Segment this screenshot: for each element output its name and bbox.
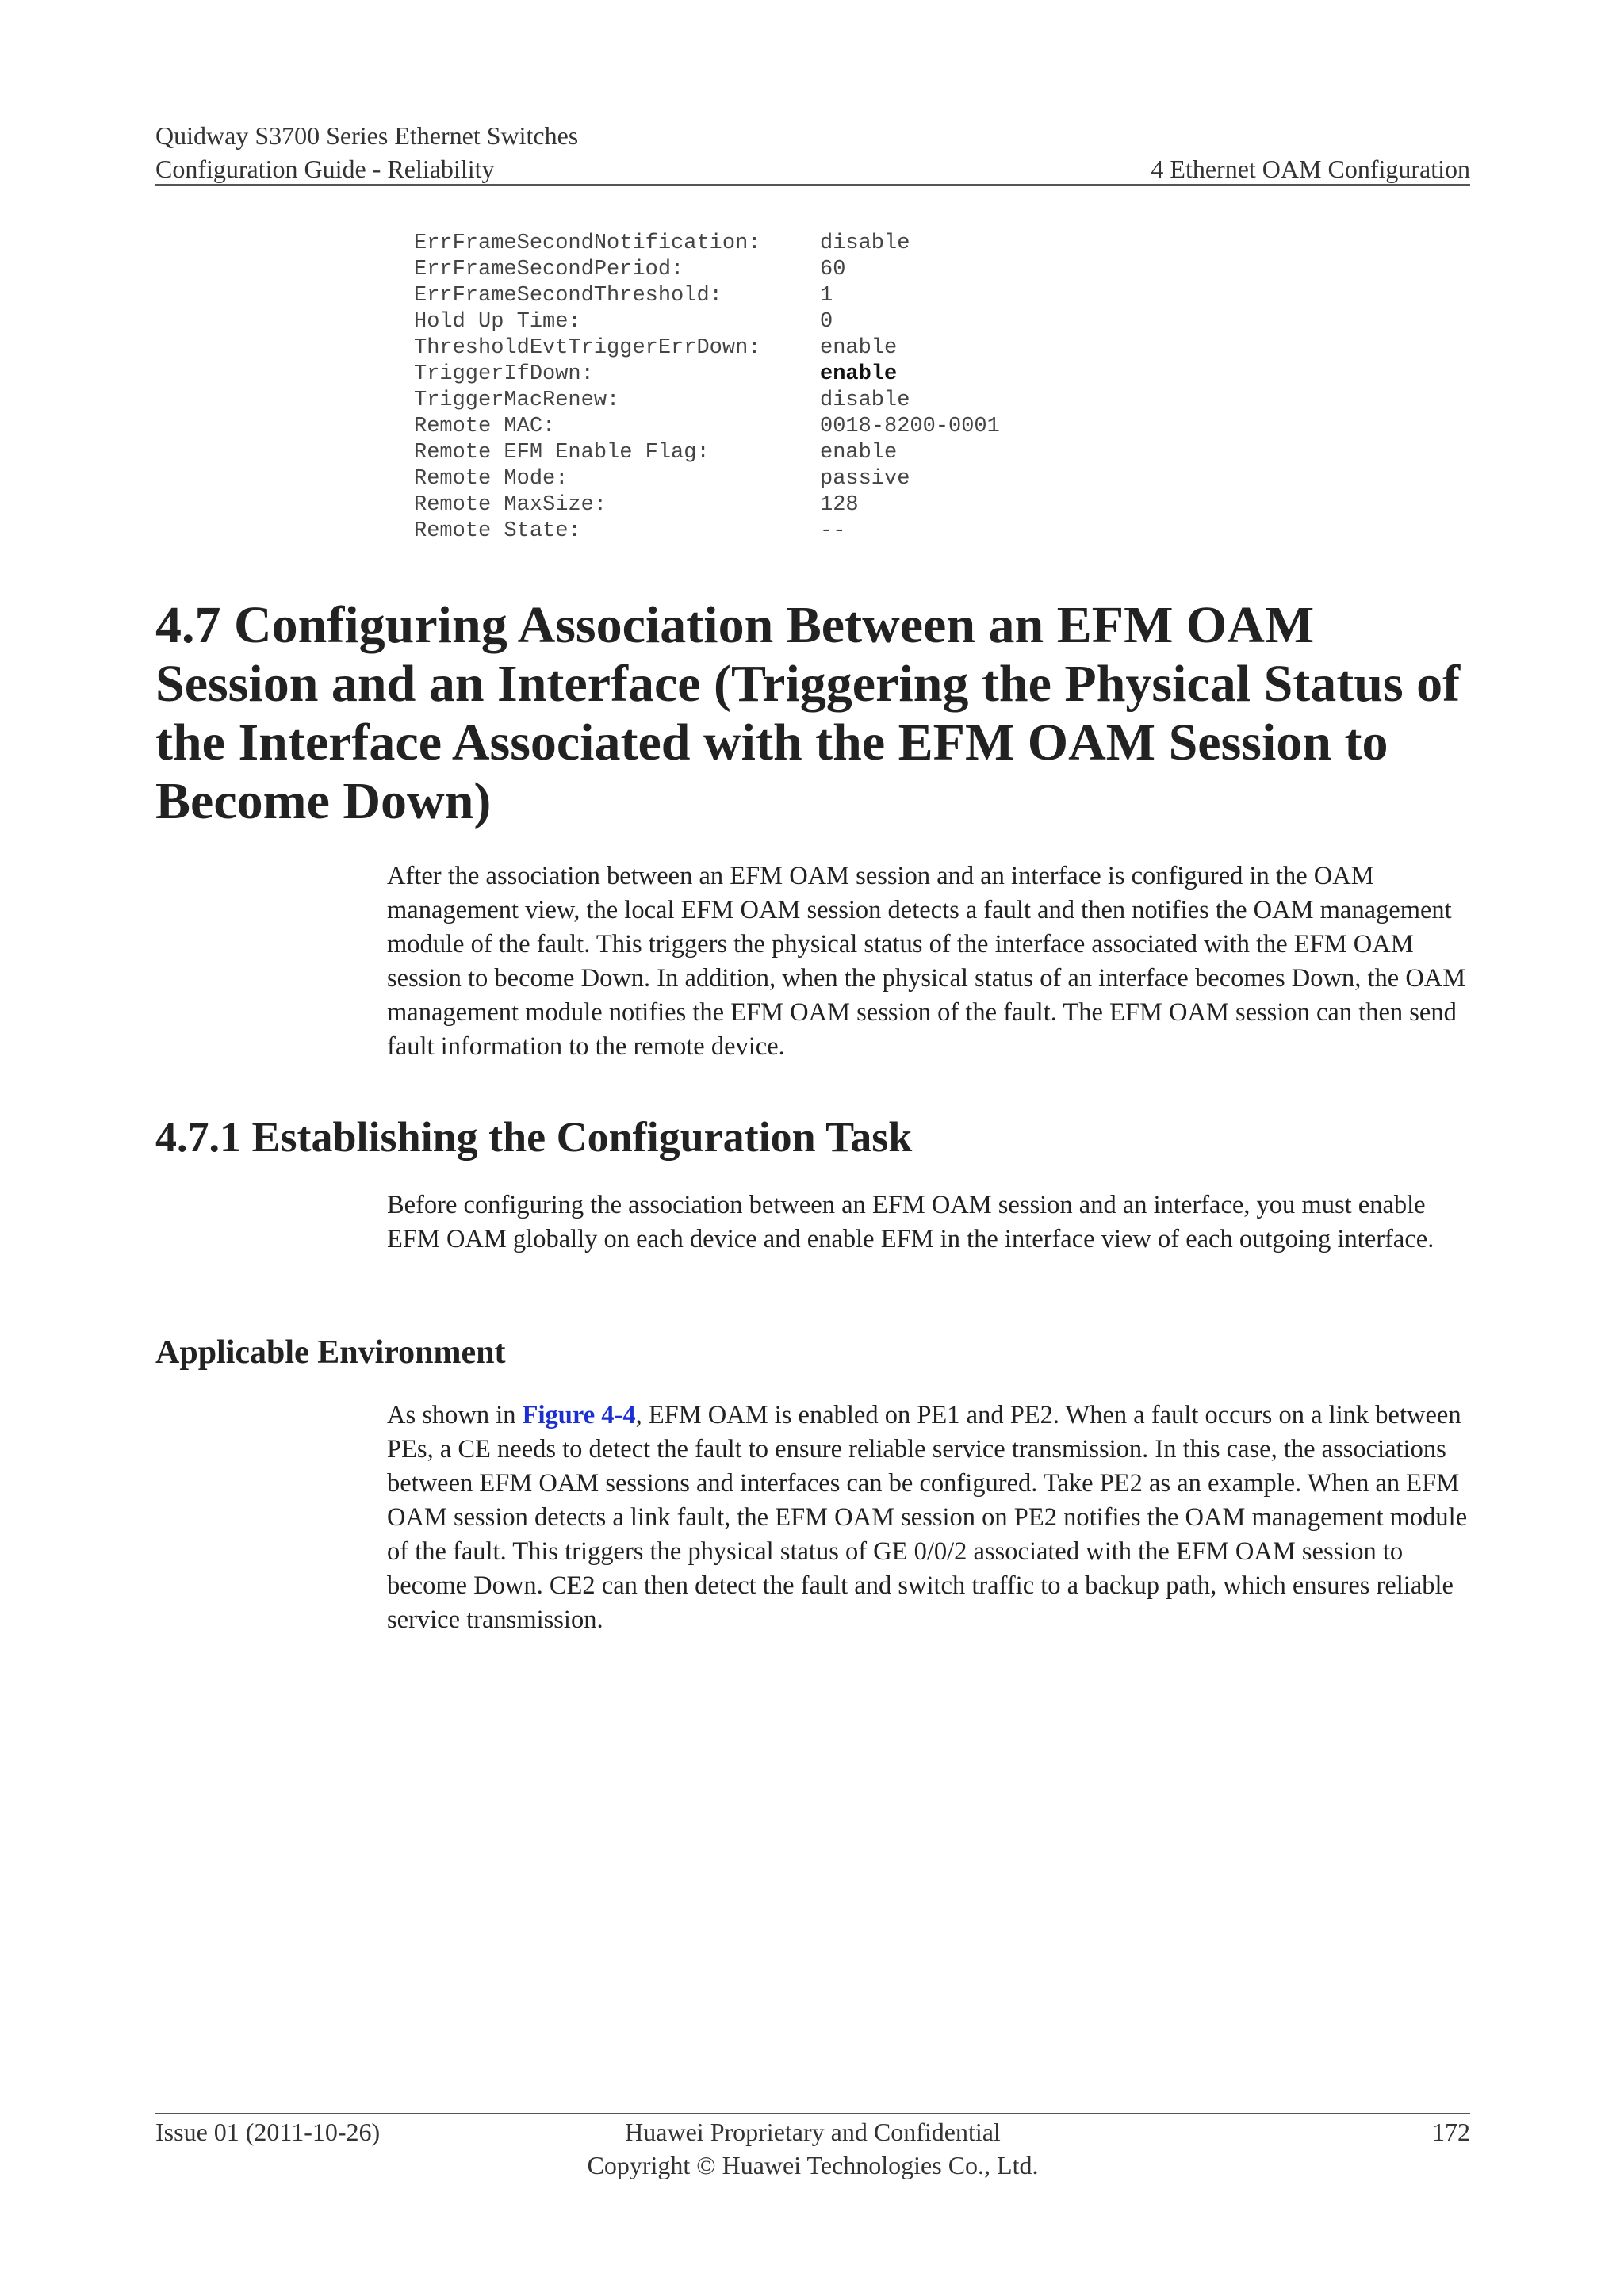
code-value: 1	[820, 284, 833, 308]
code-value: enable	[820, 336, 898, 360]
code-value: disable	[820, 232, 910, 255]
code-key: ErrFrameSecondNotification:	[414, 232, 761, 255]
footer-confidential: Huawei Proprietary and Confidential	[625, 2118, 1001, 2146]
code-line	[414, 519, 1000, 545]
code-value: enable	[820, 362, 898, 386]
footer-copyright: Copyright © Huawei Technologies Co., Ltd.	[587, 2151, 1039, 2179]
section-heading-4-7-1: 4.7.1 Establishing the Configuration Task	[155, 1113, 913, 1161]
footer-center	[155, 2115, 1470, 2182]
code-key: ThresholdEvtTriggerErrDown:	[414, 336, 761, 360]
code-line	[414, 283, 1000, 309]
code-line	[414, 362, 1000, 388]
code-value: 128	[820, 493, 859, 517]
figure-4-4-link[interactable]: Figure 4-4	[522, 1401, 636, 1429]
section-4-7-1-paragraph: Before configuring the association between an EFM OAM session and an interface, you must enable EFM OAM globally on each device and enable EFM in the interface view of each outgoing interface.	[387, 1191, 1434, 1253]
code-key: Remote State:	[414, 519, 581, 543]
command-output-block	[414, 231, 1000, 545]
code-key: TriggerMacRenew:	[414, 388, 620, 412]
header-guide: Configuration Guide - Reliability	[155, 155, 495, 183]
code-key: ErrFrameSecondPeriod:	[414, 258, 684, 281]
footer-page-number: 172	[1432, 2118, 1470, 2146]
code-value: disable	[820, 388, 910, 412]
code-line	[414, 257, 1000, 283]
code-line	[414, 492, 1000, 519]
code-value: --	[820, 519, 846, 543]
code-key: Hold Up Time:	[414, 310, 581, 334]
header-divider	[155, 184, 1470, 186]
code-line	[414, 335, 1000, 362]
code-value: 0018-8200-0001	[820, 415, 1000, 438]
footer-divider	[155, 2113, 1470, 2114]
code-key: TriggerIfDown:	[414, 362, 594, 386]
code-line	[414, 440, 1000, 466]
code-value: enable	[820, 441, 898, 465]
code-key: Remote EFM Enable Flag:	[414, 441, 710, 465]
code-key: Remote MaxSize:	[414, 493, 607, 517]
section-heading-4-7: 4.7 Configuring Association Between an EFM OAM Session and an Interface (Triggering the Physical Status of the Interface Associated with the EFM OAM Session to Become Down)	[155, 596, 1461, 830]
header-chapter: 4 Ethernet OAM Configuration	[1151, 155, 1470, 183]
code-line	[414, 231, 1000, 257]
code-line	[414, 414, 1000, 440]
footer-issue: Issue 01 (2011-10-26)	[155, 2118, 381, 2146]
code-value: 0	[820, 310, 833, 334]
code-key: Remote MAC:	[414, 415, 556, 438]
section-4-7-paragraph: After the association between an EFM OAM session and an interface is configured in the OAM management view, the local EFM OAM session detects a fault and then notifies the OAM management module of the fault. This triggers the physical status of the interface associated with the EFM OAM session to become Down. In addition, when the physical status of an interface becomes Down, the OAM management module notifies the EFM OAM session of the fault. The EFM OAM session can then send fault information to the remote device.	[387, 862, 1466, 1061]
header-product: Quidway S3700 Series Ethernet Switches	[155, 121, 579, 150]
applicable-environment-text-before: As shown in	[387, 1401, 523, 1429]
code-key: Remote Mode:	[414, 467, 569, 491]
code-line	[414, 466, 1000, 492]
code-value: 60	[820, 258, 846, 281]
code-key: ErrFrameSecondThreshold:	[414, 284, 722, 308]
page-header	[155, 119, 1470, 186]
code-value: passive	[820, 467, 910, 491]
applicable-environment-paragraph	[387, 1399, 1473, 1637]
applicable-environment-text-after: , EFM OAM is enabled on PE1 and PE2. When a fault occurs on a link between PEs, a CE needs to detect the fault to ensure reliable service transmission. In this case, the associations between EFM OAM sessions and interfaces can be configured. Take PE2 as an example. When an EFM OAM session detects a link fault, the EFM OAM session on PE2 notifies the OAM management module of the fault. This triggers the physical status of GE 0/0/2 associated with the EFM OAM session to become Down. CE2 can then detect the fault and switch traffic to a backup path, which ensures reliable service transmission.	[387, 1401, 1468, 1634]
code-line	[414, 388, 1000, 414]
applicable-environment-heading: Applicable Environment	[155, 1334, 506, 1371]
code-line	[414, 309, 1000, 335]
